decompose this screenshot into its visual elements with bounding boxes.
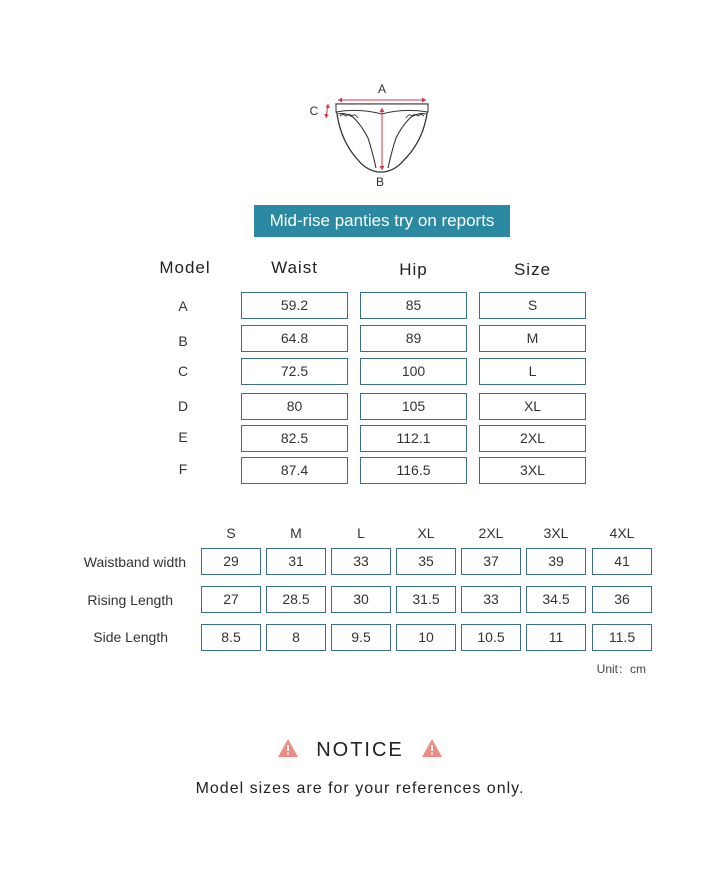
warning-triangle-icon xyxy=(421,738,443,758)
size-header-3xl: 3XL xyxy=(543,525,569,541)
size-cell: XL xyxy=(479,393,586,420)
size-header-m: M xyxy=(290,525,302,541)
size-cell: M xyxy=(479,325,586,352)
size-cell: 37 xyxy=(461,548,521,575)
size-header-l: L xyxy=(357,525,365,541)
label-c: C xyxy=(309,104,319,118)
size-cell: 11 xyxy=(526,624,586,651)
size-cell: L xyxy=(479,358,586,385)
hip-cell: 105 xyxy=(360,393,467,420)
size-cell: 36 xyxy=(592,586,652,613)
size-cell: 34.5 xyxy=(526,586,586,613)
model-label: B xyxy=(178,333,188,349)
panties-measurement-diagram xyxy=(300,78,460,190)
size-cell: 28.5 xyxy=(266,586,326,613)
size-header-s: S xyxy=(226,525,236,541)
size-cell: 11.5 xyxy=(592,624,652,651)
size-cell: 3XL xyxy=(479,457,586,484)
size-cell: 31.5 xyxy=(396,586,456,613)
model-label: F xyxy=(178,461,188,477)
header-model: Model xyxy=(159,258,211,277)
model-label: A xyxy=(178,298,188,314)
header-size: Size xyxy=(513,260,552,279)
notice-title: NOTICE xyxy=(316,739,404,761)
size-cell: 35 xyxy=(396,548,456,575)
size-cell: 41 xyxy=(592,548,652,575)
waist-cell: 87.4 xyxy=(241,457,348,484)
size-row-label: Waistband width xyxy=(83,554,186,570)
size-cell: 33 xyxy=(331,548,391,575)
size-header-4xl: 4XL xyxy=(609,525,635,541)
hip-cell: 100 xyxy=(360,358,467,385)
size-cell: 39 xyxy=(526,548,586,575)
notice-heading xyxy=(0,738,720,762)
unit-label: Unit：cm xyxy=(596,662,646,676)
hip-cell: 112.1 xyxy=(360,425,467,452)
label-b: B xyxy=(375,175,385,189)
size-row-label: Rising Length xyxy=(87,592,173,608)
size-cell: 30 xyxy=(331,586,391,613)
size-cell: 33 xyxy=(461,586,521,613)
header-hip: Hip xyxy=(399,260,428,279)
size-cell: 9.5 xyxy=(331,624,391,651)
size-cell: 27 xyxy=(201,586,261,613)
size-cell: 2XL xyxy=(479,425,586,452)
size-cell: 29 xyxy=(201,548,261,575)
size-header-2xl: 2XL xyxy=(478,525,504,541)
size-cell: S xyxy=(479,292,586,319)
waist-cell: 82.5 xyxy=(241,425,348,452)
model-label: D xyxy=(177,398,189,414)
model-label: E xyxy=(178,429,188,445)
hip-cell: 85 xyxy=(360,292,467,319)
model-label: C xyxy=(177,363,189,379)
size-cell: 8 xyxy=(266,624,326,651)
header-waist: Waist xyxy=(271,258,318,277)
report-banner: Mid-rise panties try on reports xyxy=(254,205,510,237)
waist-cell: 72.5 xyxy=(241,358,348,385)
size-cell: 8.5 xyxy=(201,624,261,651)
size-cell: 10.5 xyxy=(461,624,521,651)
waist-cell: 80 xyxy=(241,393,348,420)
label-a: A xyxy=(377,82,387,96)
size-header-xl: XL xyxy=(417,525,435,541)
warning-triangle-icon xyxy=(277,738,299,758)
size-cell: 10 xyxy=(396,624,456,651)
size-row-label: Side Length xyxy=(93,629,168,645)
waist-cell: 64.8 xyxy=(241,325,348,352)
waist-cell: 59.2 xyxy=(241,292,348,319)
size-cell: 31 xyxy=(266,548,326,575)
notice-text: Model sizes are for your references only. xyxy=(195,780,525,797)
hip-cell: 89 xyxy=(360,325,467,352)
hip-cell: 116.5 xyxy=(360,457,467,484)
